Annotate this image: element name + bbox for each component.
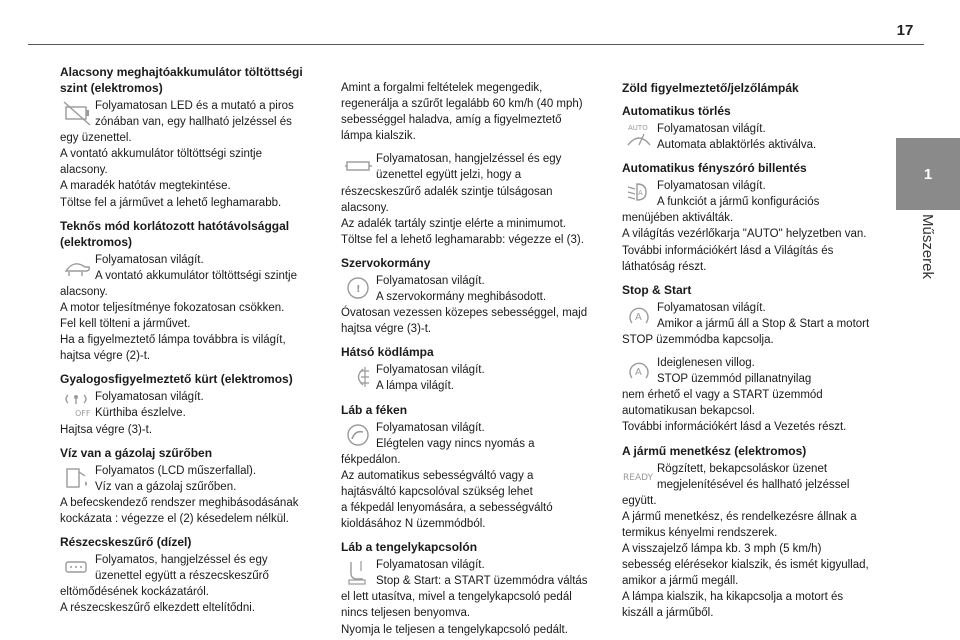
- body-line: Folyamatos, hangjelzéssel és egy: [95, 553, 268, 566]
- body-line: Fel kell tölteni a járművet.: [60, 318, 191, 331]
- body-line: Az automatikus sebességváltó vagy a: [341, 469, 534, 482]
- pedestrian-horn-off-icon: [60, 389, 94, 421]
- body-line: el lett utasítva, mivel a tengelykapcsoló pedál: [341, 591, 572, 604]
- body-line: Töltse fel a lehető leghamarabb: végezze el (3).: [341, 233, 584, 246]
- svg-text:OFF: OFF: [75, 409, 91, 419]
- body-line: üzenettel együtt a részecskeszűrő: [95, 570, 269, 583]
- body-line: hajtásváltó kapcsolóval szükség lehet: [341, 485, 533, 498]
- lamp-description-lead: [341, 362, 603, 394]
- body-line: A jármű menetkész, és rendelkezésre állnak a: [622, 510, 857, 523]
- section-heading: Alacsony meghajtóakkumulátor töltöttségi szint (elektromos): [60, 65, 303, 95]
- section-heading: Zöld figyelmeztető/jelzőlámpák: [622, 81, 799, 95]
- body-line: nincs teljesen benyomva.: [341, 607, 471, 620]
- body-line: Töltse fel a járművet a lehető leghamarabb.: [60, 196, 282, 209]
- lamp-description-lead: [341, 273, 603, 305]
- foot-on-clutch-icon: [341, 557, 375, 589]
- body-line: regenerálja a szűrőt legalább 60 km/h (40 mph): [341, 98, 583, 111]
- auto-wiper-icon: [622, 121, 656, 153]
- warning-lamp-section: [60, 534, 322, 616]
- section-heading: Láb a féken: [341, 402, 408, 417]
- turtle-icon: [60, 252, 94, 284]
- lamp-description-lead: [60, 252, 322, 284]
- section-heading: Részecskeszűrő (dízel): [60, 534, 192, 549]
- warning-lamp-section: [60, 371, 322, 437]
- warning-lamp-section: [60, 218, 322, 365]
- section-heading: Teknős mód korlátozott hatótávolsággal (elektromos): [60, 218, 290, 249]
- body-line: láthatóság részt.: [622, 260, 707, 273]
- body-line: Folyamatosan világít.: [376, 364, 485, 377]
- foot-on-brake-icon: [341, 420, 375, 452]
- body-line: Stop & Start: a START üzemmódra váltás: [376, 575, 588, 588]
- body-line: részecskeszűrő adalék szintje túlságosan: [341, 185, 553, 198]
- warning-lamp-section: [341, 80, 603, 144]
- body-line: A befecskendező rendszer meghibásodásának: [60, 496, 299, 509]
- body-line: alacsony.: [341, 201, 389, 214]
- warning-lamp-section: [622, 355, 890, 435]
- body-line: nem érhető el vagy a START üzemmód: [622, 389, 823, 402]
- body-line: A funkciót a jármű konfigurációs: [657, 196, 820, 209]
- warning-lamp-section: [622, 160, 890, 275]
- body-line: A visszajelző lámpa kb. 3 mph (5 km/h): [622, 542, 822, 555]
- lamp-description-lead: [622, 461, 890, 493]
- lamp-description-lead: [60, 389, 322, 421]
- svg-text:AUTO: AUTO: [628, 124, 648, 132]
- body-line: kockázata : végezze el (2) késedelem nélkül.: [60, 512, 289, 525]
- body-line: STOP üzemmód pillanatnyilag: [657, 373, 812, 386]
- warning-lamp-section: [341, 402, 603, 533]
- body-line: Folyamatosan világít.: [376, 559, 485, 572]
- section-heading: Stop & Start: [622, 282, 692, 297]
- lamp-description-lead: [622, 121, 890, 153]
- particle-filter-icon: [60, 552, 94, 584]
- section-heading: Láb a tengelykapcsolón: [341, 540, 478, 555]
- water-in-fuel-icon: [60, 463, 94, 495]
- warning-lamp-section: [341, 255, 603, 337]
- body-line: Amikor a jármű áll a Stop & Start a motort: [657, 317, 870, 330]
- section-heading: Szervokormány: [341, 255, 431, 270]
- section-heading: Automatikus törlés: [622, 104, 731, 118]
- column-3: [622, 80, 890, 628]
- body-line: Hajtsa végre (3)-t.: [60, 423, 153, 436]
- warning-lamp-section: [60, 445, 322, 527]
- adblue-icon: [341, 151, 375, 183]
- section-heading: Automatikus fényszóró billentés: [622, 161, 807, 176]
- body-line: Ideiglenesen villog.: [657, 357, 755, 370]
- body-line: További információkért lásd a Világítás és: [622, 244, 834, 257]
- body-line: eltömődésének kockázatáról.: [60, 586, 209, 599]
- body-line: A maradék hatótáv megtekintése.: [60, 180, 231, 193]
- body-line: Folyamatos (LCD műszerfallal).: [95, 464, 257, 477]
- lamp-description-lead: [622, 300, 890, 332]
- body-line: a fékpedál lenyomására, a sebességváltó: [341, 501, 553, 514]
- body-line: Amint a forgalmi feltételek megengedik,: [341, 82, 543, 94]
- column-1: [60, 64, 322, 623]
- body-line: A lámpa kialszik, ha kikapcsolja a motort és: [622, 591, 844, 604]
- body-line: alacsony.: [60, 285, 108, 298]
- auto-headlamp-icon: [622, 178, 656, 210]
- body-line: együtt.: [622, 494, 657, 507]
- warning-lamp-section: [341, 151, 603, 248]
- chapter-tab[interactable]: 1: [896, 138, 960, 210]
- rear-fog-lamp-icon: [341, 362, 375, 394]
- body-line: A világítás vezérlőkarja "AUTO" helyzetben van.: [622, 228, 867, 241]
- body-line: Folyamatosan világít.: [657, 180, 766, 193]
- body-line: menüjében aktiválták.: [622, 212, 734, 225]
- body-line: A részecskeszűrő elkezdett eltelítődni.: [60, 602, 255, 615]
- body-line: Víz van a gázolaj szűrőben.: [95, 480, 237, 493]
- body-line: termikus kényelmi rendszerek.: [622, 526, 778, 539]
- lamp-description-lead: [622, 355, 890, 387]
- body-line: lámpa kialszik.: [341, 130, 416, 143]
- warning-lamp-section: [341, 539, 603, 637]
- lamp-description-lead: [341, 151, 603, 183]
- warning-lamp-section: [622, 282, 890, 348]
- lamp-description-lead: [60, 463, 322, 495]
- battery-low-icon: [60, 98, 94, 130]
- section-heading: Hátsó ködlámpa: [341, 345, 434, 360]
- body-line: Folyamatosan világít.: [657, 123, 766, 135]
- body-line: amikor a jármű megáll.: [622, 575, 739, 588]
- section-heading: A jármű menetkész (elektromos): [622, 443, 807, 458]
- body-line: Automata ablaktörlés aktiválva.: [657, 139, 817, 152]
- body-line: A lámpa világít.: [376, 380, 454, 393]
- steering-wheel-icon: [341, 273, 375, 305]
- body-line: megjelenítésével és hallható jelzéssel: [657, 478, 850, 491]
- header-rule: [28, 44, 924, 45]
- svg-text:A: A: [635, 367, 642, 379]
- body-line: A szervokormány meghibásodott.: [376, 291, 547, 304]
- stop-start-icon: [622, 300, 656, 332]
- body-line: Óvatosan vezessen közepes sebességgel, majd: [341, 307, 588, 320]
- body-line: Folyamatosan világít.: [376, 421, 485, 434]
- svg-text:!: !: [356, 283, 361, 295]
- body-line: egy üzenettel.: [60, 132, 132, 145]
- body-line: Folyamatosan világít.: [657, 301, 766, 314]
- ready-icon: [622, 461, 656, 493]
- lamp-description-lead: [341, 420, 603, 452]
- body-line: Rögzített, bekapcsoláskor üzenet: [657, 462, 828, 475]
- column-2: [341, 80, 603, 640]
- body-line: hajtsa végre (3)-t.: [341, 323, 432, 336]
- body-line: kioldásához N üzemmódból.: [341, 518, 486, 531]
- lamp-description-lead: [60, 98, 322, 130]
- body-line: kiszáll a járműből.: [622, 607, 714, 620]
- chapter-label: Műszerek: [919, 214, 936, 280]
- lamp-description-lead: [341, 557, 603, 589]
- page-number: 17: [896, 22, 914, 39]
- body-line: Folyamatosan világít.: [95, 253, 204, 266]
- body-line: Kürthiba észlelve.: [95, 407, 186, 420]
- body-line: Nyomja le teljesen a tengelykapcsoló pedált.: [341, 623, 568, 636]
- body-line: Elégtelen vagy nincs nyomás a: [376, 437, 535, 450]
- svg-text:A: A: [635, 311, 642, 323]
- body-line: sebességgel haladva, amíg a figyelmeztető: [341, 114, 562, 127]
- body-line: alacsony.: [60, 164, 108, 177]
- warning-lamp-section: [60, 64, 322, 211]
- body-line: automatikusan bekapcsol.: [622, 405, 755, 418]
- body-line: hajtsa végre (2)-t.: [60, 350, 151, 363]
- body-line: A vontató akkumulátor töltöttségi szintje: [60, 148, 262, 161]
- section-heading: Gyalogosfigyelmeztető kürt (elektromos): [60, 372, 293, 387]
- body-line: fékpedálon.: [341, 453, 401, 466]
- warning-lamp-section: [622, 80, 890, 96]
- lamp-description-lead: [60, 552, 322, 584]
- body-line: STOP üzemmódba kapcsolja.: [622, 333, 774, 346]
- lamp-description-lead: [622, 178, 890, 210]
- body-line: Ha a figyelmeztető lámpa továbbra is világít,: [60, 334, 286, 347]
- stop-start-flashing-icon: [622, 355, 656, 387]
- body-line: Folyamatosan világít.: [95, 391, 204, 404]
- section-heading: Víz van a gázolaj szűrőben: [60, 445, 213, 460]
- body-line: Folyamatosan LED és a mutató a piros: [95, 100, 294, 112]
- svg-text:A: A: [638, 189, 643, 198]
- warning-lamp-section: [622, 103, 890, 153]
- body-line: További információkért lásd a Vezetés részt.: [622, 421, 847, 434]
- warning-lamp-section: [341, 344, 603, 394]
- warning-lamp-section: [622, 443, 890, 622]
- body-line: A motor teljesítménye fokozatosan csökken.: [60, 301, 285, 314]
- body-line: Folyamatosan, hangjelzéssel és egy: [376, 153, 562, 166]
- body-line: zónában van, egy hallható jelzéssel és: [95, 116, 292, 129]
- body-line: üzenettel együtt jelzi, hogy a: [376, 169, 522, 182]
- body-line: A vontató akkumulátor töltöttségi szintje: [95, 269, 297, 282]
- body-line: sebesség elérésekor kialszik, és ismét kigyullad,: [622, 559, 869, 572]
- body-line: Az adalék tartály szintje elérte a minimumot.: [341, 217, 566, 230]
- body-line: Folyamatosan világít.: [376, 274, 485, 287]
- svg-text:READY: READY: [623, 472, 654, 483]
